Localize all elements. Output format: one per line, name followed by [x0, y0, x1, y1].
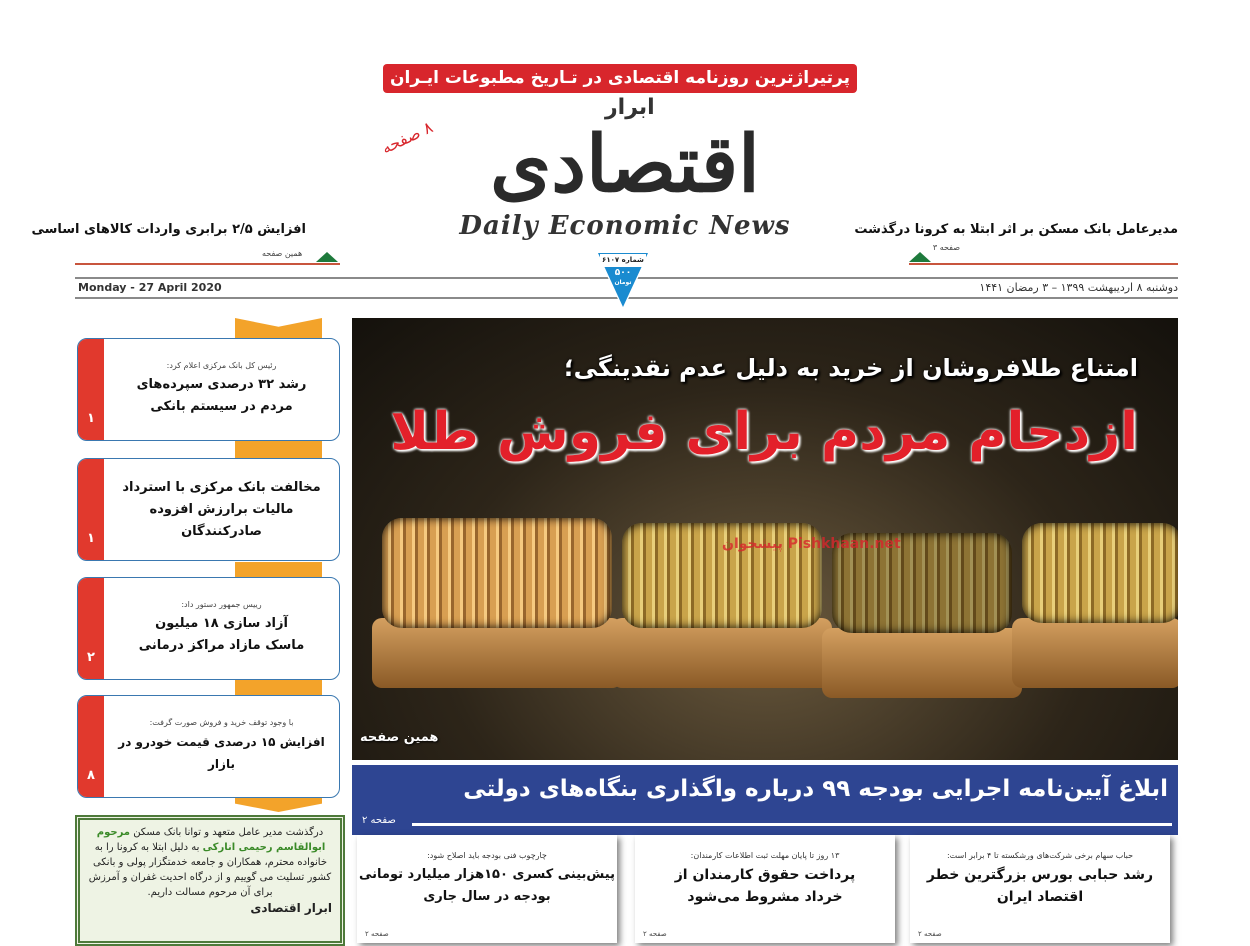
- teaser-headline: افزایش ۲/۵ برابری واردات کالاهای اساسی: [31, 222, 306, 237]
- divider: [75, 263, 340, 265]
- page-tab: ۱: [78, 339, 104, 440]
- connector: [235, 562, 322, 578]
- obituary-box: [75, 815, 345, 946]
- page-count: ۸ صفحه: [378, 117, 436, 158]
- jewelry-stand: [372, 618, 622, 688]
- issue-number: شماره ۶۱۰۷: [600, 254, 646, 267]
- page-tab: ۸: [78, 696, 104, 797]
- lead-page: همین صفحه: [360, 730, 439, 745]
- page-tab: ۱: [78, 459, 104, 560]
- logo-english: Daily Economic News: [459, 211, 791, 241]
- price-value: ۵۰۰: [614, 268, 632, 278]
- bangle-stack: [1022, 523, 1178, 623]
- connector: [235, 441, 322, 459]
- divider: [909, 263, 1178, 265]
- card-page: صفحه ۲: [365, 930, 389, 938]
- sidebar-story[interactable]: [77, 338, 340, 441]
- jewelry-stand: [612, 618, 832, 688]
- story-headline: رشد ۳۲ درصدی سپرده‌های مردم در سیستم بانکی: [136, 377, 307, 414]
- jewelry-stand: [1012, 618, 1178, 688]
- newspaper-logo: [455, 95, 795, 241]
- obituary-text: درگذشت مدیر عامل متعهد و توانا بانک مسکن: [133, 827, 324, 838]
- connector: [235, 318, 322, 340]
- obituary-signature: ابرار اقتصادی: [250, 901, 332, 915]
- story-headline: افزایش ۱۵ درصدی قیمت خودرو در بازار: [118, 735, 325, 771]
- obituary-name: مرحوم ابوالقاسم رحیمی انارکی: [96, 827, 326, 853]
- teaser-page: صفحه ۳: [932, 243, 960, 252]
- card-page: صفحه ۲: [643, 930, 667, 938]
- story-card[interactable]: [910, 835, 1170, 943]
- secondary-page: صفحه ۲: [362, 815, 396, 826]
- sidebar-story[interactable]: [77, 695, 340, 798]
- sidebar-story[interactable]: [77, 458, 340, 561]
- story-card[interactable]: [357, 835, 617, 943]
- triangle-icon: [316, 252, 338, 262]
- card-headline: رشد حبابی بورس بزرگترین خطر اقتصاد ایران: [926, 867, 1154, 905]
- top-left-teaser[interactable]: [31, 222, 306, 237]
- story-headline: آزاد سازی ۱۸ میلیون ماسک مازاد مراکز درمانی: [138, 616, 305, 653]
- secondary-story-band[interactable]: [352, 765, 1178, 835]
- price-currency: تومان: [614, 279, 632, 286]
- tagline-banner: پرتیراژترین روزنامه اقتصادی در تـاریخ مطبوعات ایـران: [383, 64, 857, 93]
- connector: [235, 680, 322, 696]
- obituary-text: به دلیل ابتلا به کرونا را به خانواده محترم، همکاران و جامعه خدمتگزار پولی و بانکی کشور تسلیت می گوییم و از درگاه احدیت غفران و آمرزش برای آن مرحوم مسالت داریم.: [88, 842, 332, 898]
- bangle-stack: [382, 518, 612, 628]
- page-tab: ۲: [78, 578, 104, 679]
- jewelry-stand: [822, 628, 1022, 698]
- teaser-page: همین صفحه: [262, 249, 303, 258]
- lead-headline[interactable]: ازدحام مردم برای فروش طلا: [390, 402, 1138, 462]
- card-kicker: ۱۳ روز تا پایان مهلت ثبت اطلاعات کارمندان:: [690, 851, 840, 860]
- teaser-headline: مدیرعامل بانک مسکن بر اثر ابتلا به کرونا درگذشت: [854, 222, 1178, 237]
- card-headline: پرداخت حقوق کارمندان از خرداد مشروط می‌شود: [674, 867, 856, 905]
- logo-persian-small: ابرار: [605, 95, 655, 120]
- date-persian: دوشنبه ۸ اردیبهشت ۱۳۹۹ – ۳ رمضان ۱۴۴۱: [979, 281, 1178, 294]
- lead-kicker: امتناع طلافروشان از خرید به دلیل عدم نقدینگی؛: [564, 354, 1138, 382]
- top-right-teaser[interactable]: [854, 222, 1178, 252]
- story-kicker: رئیس کل بانک مرکزی اعلام کرد:: [166, 361, 277, 370]
- lead-story-photo[interactable]: [352, 318, 1178, 760]
- secondary-headline: ابلاغ آیین‌نامه اجرایی بودجه ۹۹ درباره واگذاری بنگاه‌های دولتی: [463, 776, 1168, 802]
- triangle-icon: [909, 252, 931, 262]
- issue-price: [606, 268, 640, 288]
- card-kicker: حباب سهام برخی شرکت‌های ورشکسته تا ۴ برابر است:: [946, 851, 1134, 860]
- card-kicker: چارچوب فنی بودجه باید اصلاح شود:: [427, 851, 547, 860]
- story-kicker: با وجود توقف خرید و فروش صورت گرفت:: [149, 718, 294, 727]
- connector: [235, 798, 322, 812]
- watermark: پیشخوان Pishkhaan.net: [722, 536, 901, 552]
- date-english: Monday - 27 April 2020: [78, 281, 222, 294]
- sidebar-story[interactable]: [77, 577, 340, 680]
- card-headline: پیش‌بینی کسری ۱۵۰هزار میلیارد تومانی بودجه در سال جاری: [359, 867, 615, 904]
- logo-persian: اقتصادی: [490, 119, 760, 210]
- card-page: صفحه ۲: [918, 930, 942, 938]
- story-kicker: رییس جمهور دستور داد:: [181, 600, 262, 609]
- story-card[interactable]: [635, 835, 895, 943]
- story-headline: مخالفت بانک مرکزی با استرداد مالیات برارزش افزوده صادرکنندگان: [122, 479, 321, 539]
- divider: [412, 823, 1172, 826]
